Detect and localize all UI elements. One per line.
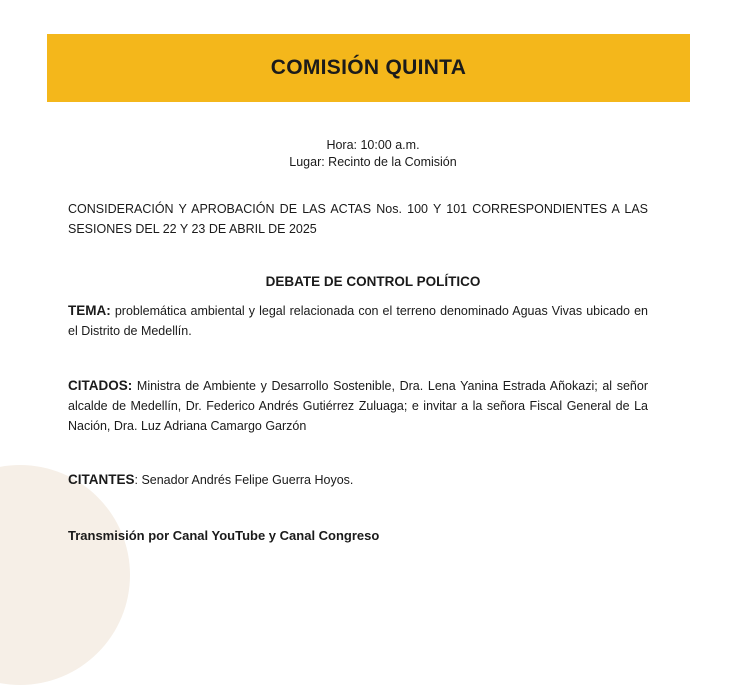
transmission-note: Transmisión por Canal YouTube y Canal Congreso — [68, 528, 380, 543]
session-place: Lugar: Recinto de la Comisión — [289, 155, 457, 169]
decorative-corner-shape — [0, 465, 130, 685]
tema-paragraph — [68, 301, 648, 341]
tema-text: problemática ambiental y legal relacionada con el terreno denominado Aguas Vivas ubicado en el Distrito de Medellín. — [68, 304, 648, 338]
citantes-label: CITANTES — [68, 472, 135, 487]
title-banner — [47, 34, 690, 102]
citantes-text: : Senador Andrés Felipe Guerra Hoyos. — [134, 473, 354, 487]
debate-title: DEBATE DE CONTROL POLÍTICO — [265, 274, 481, 289]
tema-label: TEMA: — [68, 303, 111, 318]
citantes-paragraph — [68, 470, 648, 490]
citados-text: Ministra de Ambiente y Desarrollo Sostenible, Dra. Lena Yanina Estrada Añokazi; al señor alcalde de Medellín, Dr. Federico Andrés Gutiérrez Zuluaga; e invitar a la señora Fiscal General de La Nación, Dra. Luz Adriana Camargo Garzón — [68, 379, 648, 433]
agenda-item: CONSIDERACIÓN Y APROBACIÓN DE LAS ACTAS Nos. 100 Y 101 CORRESPONDIENTES A LAS SESIONES DEL 22 Y 23 DE ABRIL DE 2025 — [68, 202, 648, 236]
page-title: COMISIÓN QUINTA — [270, 56, 467, 79]
citados-label: CITADOS: — [68, 378, 133, 393]
citados-paragraph — [68, 376, 648, 436]
session-time: Hora: 10:00 a.m. — [326, 138, 420, 152]
